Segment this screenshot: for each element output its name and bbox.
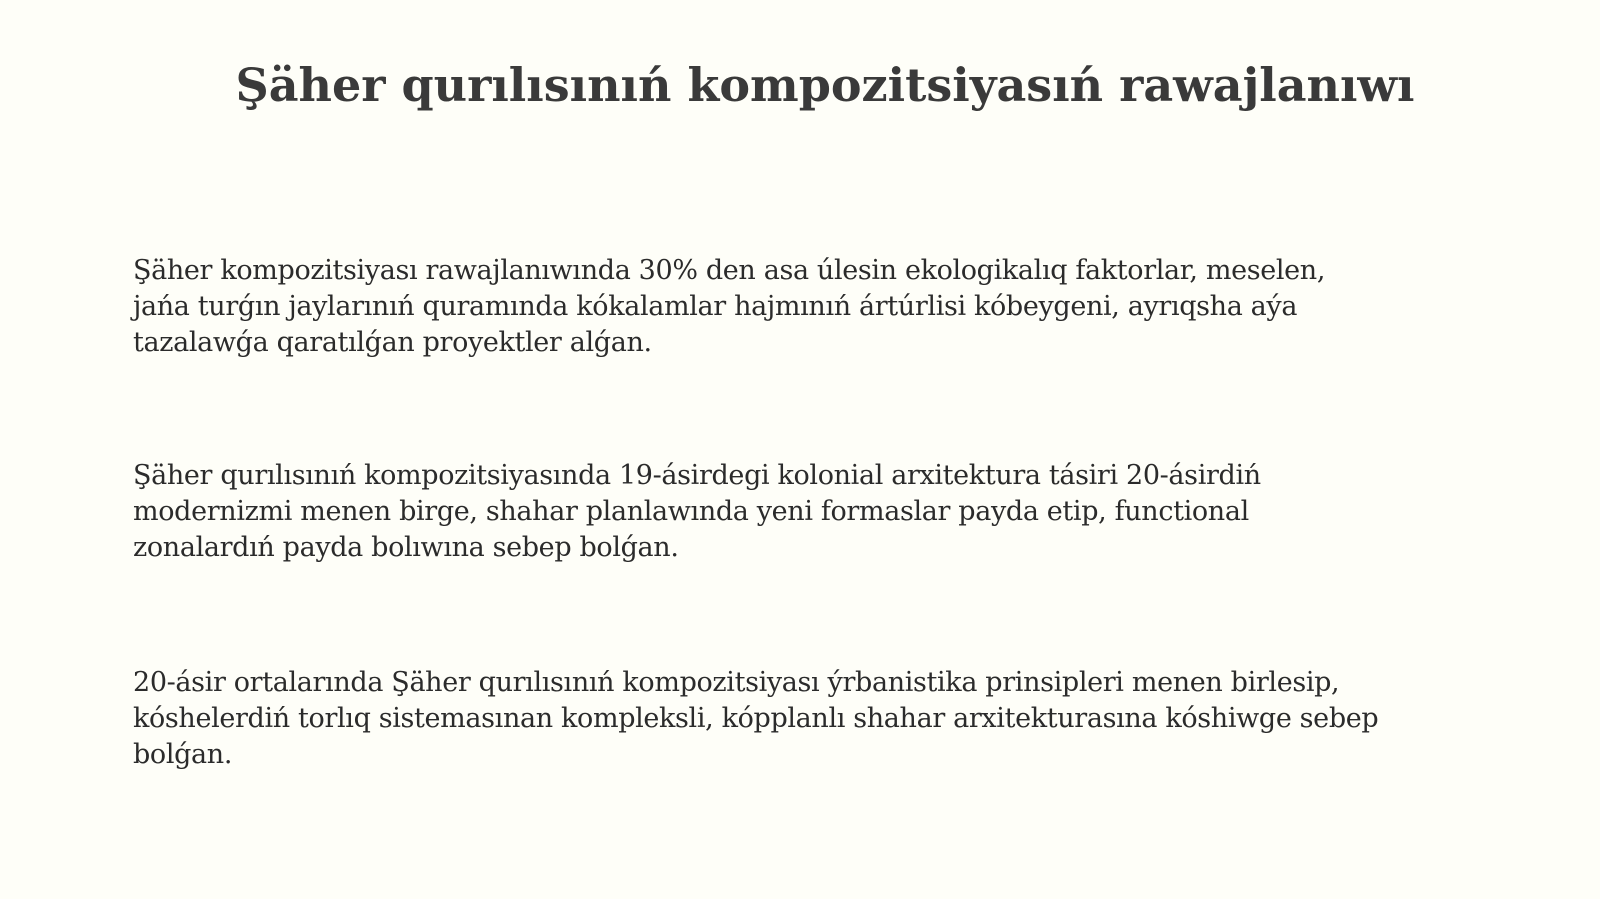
paragraph-urbanism: 20-ásir ortalarında Şäher qurılısınıń kompozitsiyası ýrbanistika prinsipleri menen birlesip, kóshelerdiń torlıq sistemasınan kompleksli, kópplanlı shahar arxitekturasına kóshiwge sebep bolǵan. [133,667,1379,770]
paragraph-colonial-modernism: Şäher qurılısınıń kompozitsiyasında 19-ásirdegi kolonial arxitektura tásiri 20-ásirdiń modernizmi menen birge, shahar planlawında yeni formaslar payda etip, functional zonalardıń payda bolıwına sebep bolǵan. [133,460,1261,563]
slide-title: Şäher qurılısınıń kompozitsiyasıń rawajlanıwı [235,58,1415,112]
paragraph-ecology: Şäher kompozitsiyası rawajlanıwında 30% den asa úlesin ekologikalıq faktorlar, meselen, jańa turǵın jaylarınıń quramında kókalamlar hajmınıń ártúrlisi kóbeygeni, ayrıqsha aýa tazalawǵa qaratılǵan proyektler alǵan. [133,255,1326,358]
